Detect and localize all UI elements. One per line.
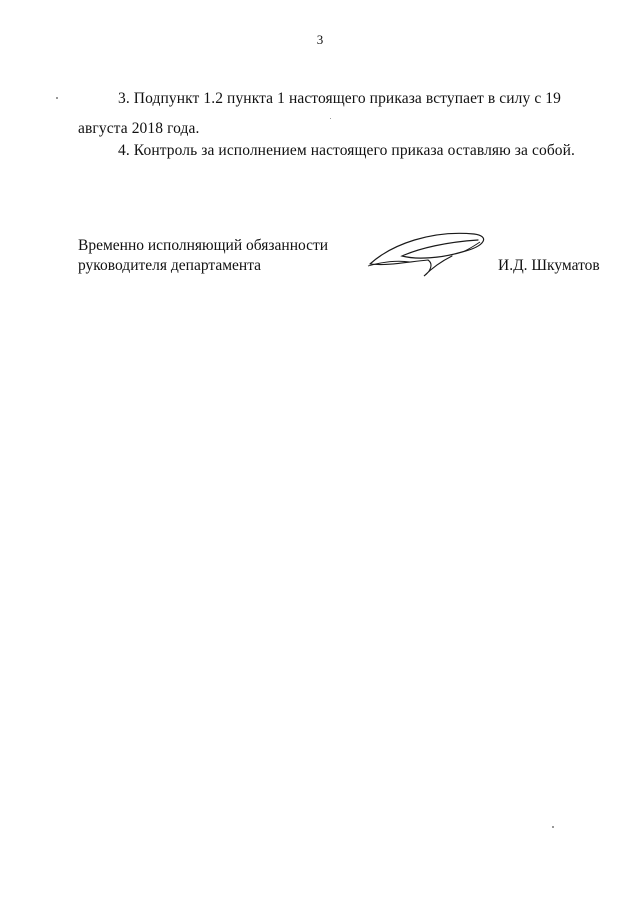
page-number: 3 [316, 32, 324, 47]
scan-speck [56, 97, 58, 99]
paragraph-4: 4. Контроль за исполнением настоящего приказа оставляю за собой. [118, 142, 576, 159]
signer-name: И.Д. Шкуматов [498, 257, 600, 274]
scan-speck [552, 826, 554, 828]
handwritten-signature [362, 222, 492, 282]
paragraph-3: 3. Подпункт 1.2 пункта 1 настоящего приказа вступает в силу с 19 августа 2018 года. [78, 90, 561, 137]
signer-title [78, 236, 358, 276]
scan-speck [330, 118, 331, 119]
signer-title-line-2: руководителя департамента [78, 257, 262, 274]
signer-title-line-1: Временно исполняющий обязанности [78, 237, 329, 254]
